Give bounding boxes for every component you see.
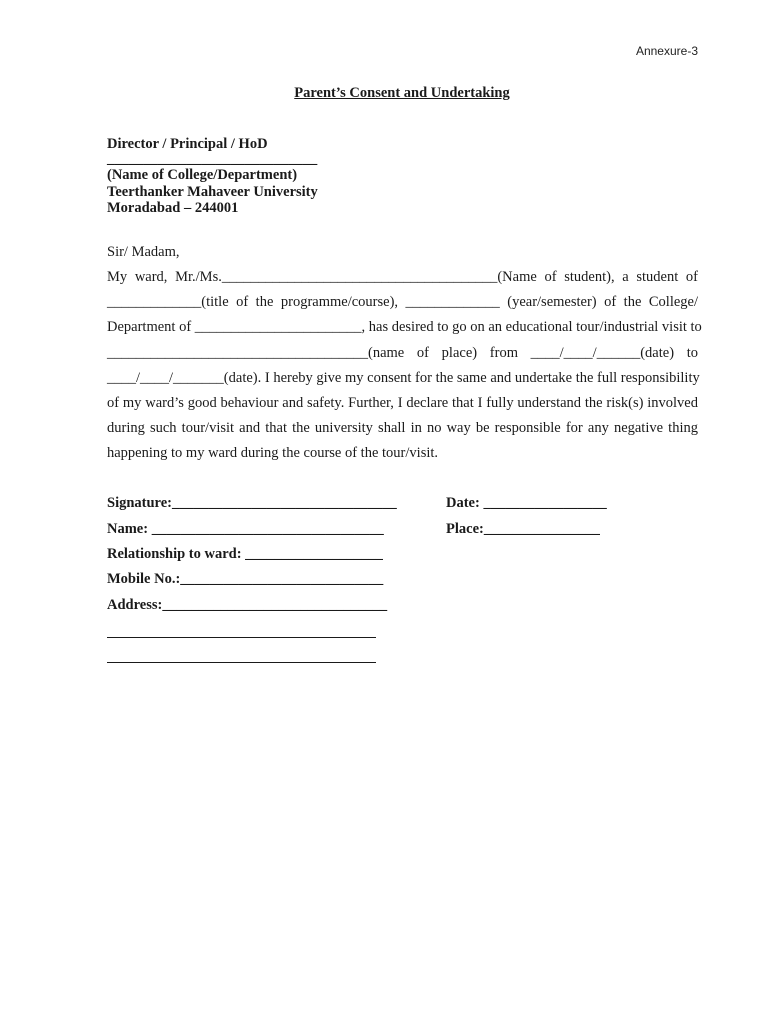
- annexure-label: Annexure-3: [635, 44, 698, 58]
- signature-field: Signature:_______________________________: [107, 495, 397, 511]
- letter-line: _____________(title of the programme/course), _____________ (year/semester) of the College/: [107, 294, 698, 311]
- recipient-address: [107, 136, 318, 217]
- mobile-field: Mobile No.:____________________________: [107, 571, 384, 587]
- relationship-field: Relationship to ward: ___________________: [107, 546, 383, 562]
- letter-line: of my ward’s good behaviour and safety. Further, I declare that I fully understand the risk(s) involved: [107, 395, 698, 412]
- date-field: Date: _________________: [446, 495, 607, 511]
- letter-line: happening to my ward during the course of the tour/visit.: [107, 445, 439, 462]
- recipient-designation: Director / Principal / HoD: [107, 136, 268, 152]
- letter-line: Department of _______________________, has desired to go on an educational tour/industrial visit to: [107, 319, 702, 336]
- name-field: Name: ________________________________: [107, 521, 384, 537]
- address-blank-line: [107, 637, 376, 638]
- address-field: Address:_______________________________: [107, 597, 388, 613]
- letter-line: ____/____/_______(date). I hereby give my consent for the same and undertake the full responsibility: [107, 369, 700, 386]
- recipient-blank-line: _____________________________: [107, 150, 318, 167]
- place-field: Place:________________: [446, 521, 600, 537]
- document-title: Parent’s Consent and Undertaking: [294, 85, 510, 101]
- letter-line: ____________________________________(name of place) from ____/____/______(date) to: [107, 344, 698, 361]
- letter-body: [107, 265, 702, 467]
- recipient-university: Teerthanker Mahaveer University: [107, 183, 318, 200]
- letter-line: My ward, Mr./Ms.______________________________________(Name of student), a student of: [107, 269, 698, 285]
- letter-line: during such tour/visit and that the university shall in no way be responsible for any negative thing: [107, 420, 698, 437]
- address-blank-line: [107, 662, 376, 663]
- recipient-city: Moradabad – 244001: [107, 200, 239, 216]
- recipient-college-label: (Name of College/Department): [107, 167, 298, 183]
- salutation: Sir/ Madam,: [107, 244, 180, 260]
